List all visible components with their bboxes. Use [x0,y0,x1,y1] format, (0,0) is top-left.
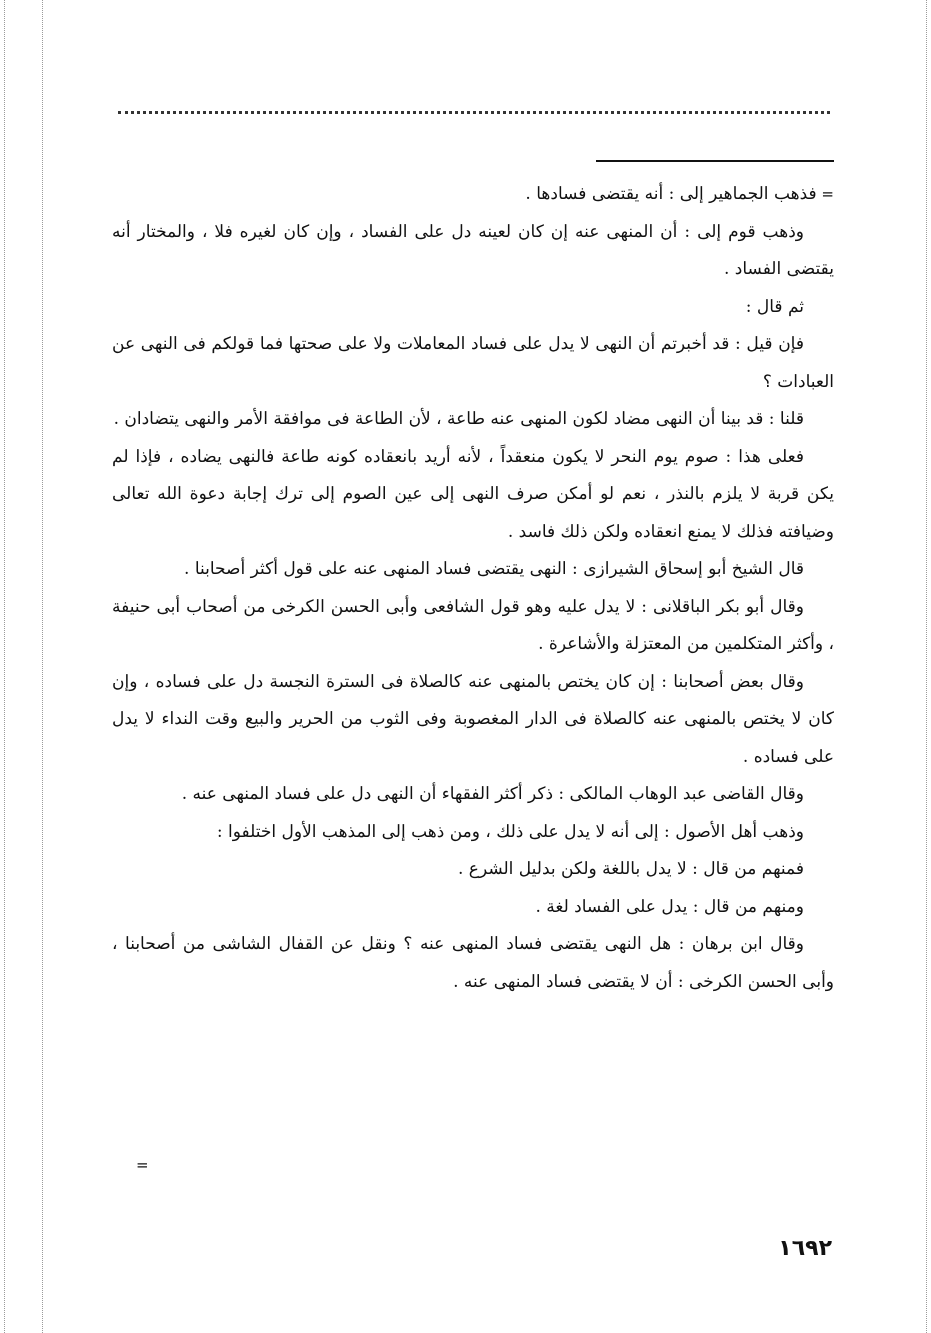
paragraph-text: ومنهم من قال : يدل على الفساد لغة . [535,896,804,917]
margin-guide-line [926,0,927,1333]
paragraph [112,814,834,852]
paragraph-text: قال الشيخ أبو إسحاق الشيرازى : النهى يقتضى فساد المنهى عنه على قول أكثر أصحابنا . [184,559,804,579]
paragraph [112,589,834,664]
paragraph-text: وقال القاضى عبد الوهاب المالكى : ذكر أكثر الفقهاء أن النهى دل على فساد المنهى عنه . [181,784,804,804]
footnote-rule [596,160,834,162]
paragraph-text: وقال أبو بكر الباقلانى : لا يدل عليه وهو قول الشافعى وأبى الحسن الكرخى من أصحاب أبى حنيفة ، وأكثر المتكلمين من المعتزلة والأشاعرة . [112,596,834,654]
paragraph-text: وذهب أهل الأصول : إلى أنه لا يدل على ذلك ، ومن ذهب إلى المذهب الأول اختلفوا : [216,821,804,842]
paragraph [112,776,834,814]
paragraph [112,214,834,289]
continuation-mark: = [816,185,834,203]
paragraph [112,289,834,327]
paragraph [112,926,834,1001]
paragraph-text: فعلى هذا : صوم يوم النحر لا يكون منعقداً ، لأنه أريد بانعقاده كونه طاعة فالنهى يضاده ، فإذا لم يكن قربة لا يلزم بالنذر ، نعم لو أمكن صرف النهى إلى عين الصوم إلى ترك إجابة دعوة الله تعالى وضيافته فذلك لا يمنع انعقاده ولكن ذلك فاسد . [112,446,834,542]
paragraph [112,889,834,927]
paragraph-text: فذهب الجماهير إلى : أنه يقتضى فسادها . [525,184,817,204]
paragraph-text: فإن قيل : قد أخبرتم أن النهى لا يدل على فساد المعاملات ولا على صحتها فما قولكم فى النهى عن العبادات ؟ [112,334,834,392]
page-number: ١٦٩٢ [778,1236,832,1261]
continuation-mark: = [136,1156,149,1174]
paragraph [112,851,834,889]
paragraph-text: وقال بعض أصحابنا : إن كان يختص بالمنهى عنه كالصلاة فى السترة النجسة دل على فساده ، وإن كان لا يختص بالمنهى عنه كالصلاة فى الدار المغصوبة وفى الثوب من الحرير والبيع وقت النداء لا يدل على فساده . [112,671,834,767]
margin-guide-line [42,0,43,1333]
paragraph-text: قلنا : قد بينا أن النهى مضاد لكون المنهى عنه طاعة ، لأن الطاعة فى موافقة الأمر والنهى يتضادان . [113,409,804,429]
paragraph-text: وذهب قوم إلى : أن المنهى عنه إن كان لعينه دل على الفساد ، وإن كان لغيره فلا ، والمختار أنه يقتضى الفساد . [112,221,834,279]
paragraph [112,551,834,589]
dotted-separator [118,111,830,114]
paragraph [112,439,834,552]
footnote-body [112,176,834,1001]
paragraph-text: ثم قال : [745,296,804,317]
paragraph [112,176,834,214]
paragraph [112,401,834,439]
paragraph-text: وقال ابن برهان : هل النهى يقتضى فساد المنهى عنه ؟ ونقل عن القفال الشاشى من أصحابنا ، وأبى الحسن الكرخى : أن لا يقتضى فساد المنهى عنه . [112,934,834,992]
paragraph [112,326,834,401]
margin-guide-line [4,0,5,1333]
paragraph [112,664,834,777]
paragraph-text: فمنهم من قال : لا يدل باللغة ولكن بدليل الشرع . [458,859,804,879]
